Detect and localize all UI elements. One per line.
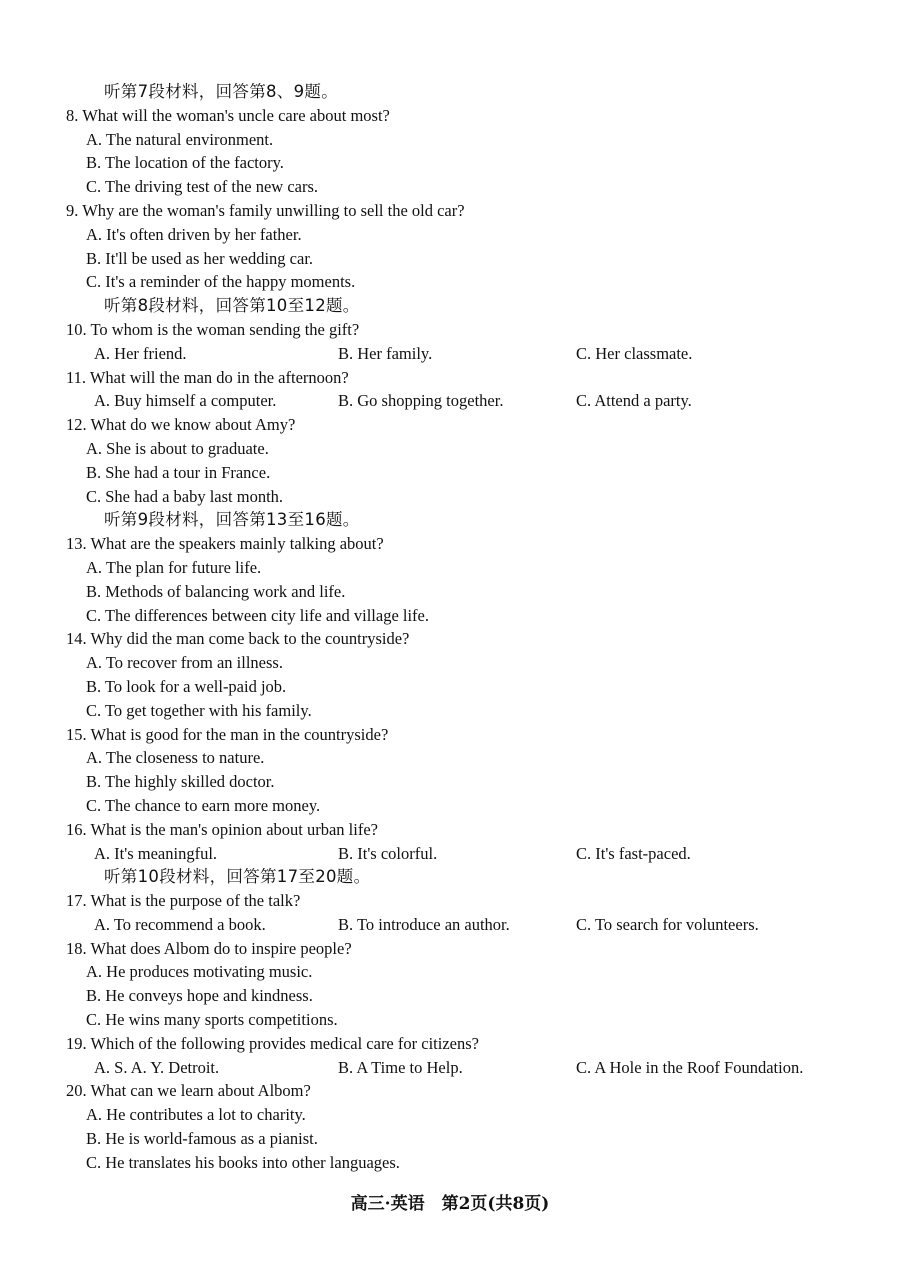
answer-option: C. To get together with his family. <box>86 700 312 720</box>
answer-option: B. It'll be used as her wedding car. <box>86 248 314 268</box>
answer-option: B. He conveys hope and kindness. <box>86 986 313 1006</box>
option-row <box>66 389 856 413</box>
answer-option: A. To recover from an illness. <box>86 653 283 673</box>
answer-option: A. He produces motivating music. <box>86 962 313 982</box>
answer-option: B. A Time to Help. <box>338 1057 463 1077</box>
answer-option: A. Her friend. <box>94 343 187 363</box>
answer-option: A. The plan for future life. <box>86 557 262 577</box>
answer-option: C. Her classmate. <box>576 343 693 363</box>
question-text: 11. What will the man do in the afternoon? <box>66 367 349 387</box>
question-text: 12. What do we know about Amy? <box>66 415 296 435</box>
answer-option: C. He wins many sports competitions. <box>86 1010 338 1030</box>
answer-option: C. The differences between city life and village life. <box>86 605 430 625</box>
question-text: 8. What will the woman's uncle care about most? <box>66 105 390 125</box>
question-text: 17. What is the purpose of the talk? <box>66 891 301 911</box>
page-footer: 高三·英语 第2页(共8页) <box>350 1194 550 1214</box>
question-text: 15. What is good for the man in the countryside? <box>66 724 389 744</box>
section-instruction: 听第8段材料，回答第10至12题。 <box>104 296 360 316</box>
option-row <box>66 342 856 366</box>
answer-option: B. To look for a well-paid job. <box>86 676 287 696</box>
answer-option: A. S. A. Y. Detroit. <box>94 1057 220 1077</box>
option-row <box>66 1056 856 1080</box>
answer-option: B. He is world-famous as a pianist. <box>86 1129 318 1149</box>
answer-option: A. It's often driven by her father. <box>86 224 302 244</box>
option-row <box>66 842 856 866</box>
answer-option: C. To search for volunteers. <box>576 914 759 934</box>
answer-option: C. It's fast-paced. <box>576 843 691 863</box>
question-text: 9. Why are the woman's family unwilling to sell the old car? <box>66 200 465 220</box>
answer-option: C. The chance to earn more money. <box>86 795 321 815</box>
answer-option: A. The natural environment. <box>86 129 274 149</box>
answer-option: C. She had a baby last month. <box>86 486 284 506</box>
answer-option: C. He translates his books into other languages. <box>86 1152 400 1172</box>
answer-option: A. He contributes a lot to charity. <box>86 1105 306 1125</box>
answer-option: A. Buy himself a computer. <box>94 391 277 411</box>
section-instruction: 听第9段材料，回答第13至16题。 <box>104 510 360 530</box>
question-text: 18. What does Albom do to inspire people? <box>66 938 352 958</box>
answer-option: B. Methods of balancing work and life. <box>86 581 346 601</box>
question-text: 16. What is the man's opinion about urban life? <box>66 819 378 839</box>
question-text: 20. What can we learn about Albom? <box>66 1081 311 1101</box>
section-instruction: 听第7段材料，回答第8、9题。 <box>104 82 338 101</box>
question-list <box>66 80 856 1175</box>
answer-option: C. A Hole in the Roof Foundation. <box>576 1057 804 1077</box>
answer-option: B. Her family. <box>338 343 433 363</box>
answer-option: C. Attend a party. <box>576 391 692 411</box>
answer-option: C. The driving test of the new cars. <box>86 177 319 197</box>
option-row <box>66 913 856 937</box>
answer-option: C. It's a reminder of the happy moments. <box>86 272 356 292</box>
answer-option: B. It's colorful. <box>338 843 438 863</box>
question-text: 13. What are the speakers mainly talking about? <box>66 534 384 554</box>
answer-option: A. It's meaningful. <box>94 843 218 863</box>
question-text: 10. To whom is the woman sending the gift? <box>66 319 360 339</box>
answer-option: B. The location of the factory. <box>86 153 284 173</box>
answer-option: B. To introduce an author. <box>338 914 510 934</box>
answer-option: B. The highly skilled doctor. <box>86 772 275 792</box>
question-text: 19. Which of the following provides medical care for citizens? <box>66 1033 479 1053</box>
answer-option: A. To recommend a book. <box>94 914 266 934</box>
answer-option: B. She had a tour in France. <box>86 462 271 482</box>
question-text: 14. Why did the man come back to the countryside? <box>66 629 410 649</box>
answer-option: B. Go shopping together. <box>338 391 504 411</box>
answer-option: A. She is about to graduate. <box>86 438 269 458</box>
section-instruction: 听第10段材料，回答第17至20题。 <box>104 867 371 887</box>
answer-option: A. The closeness to nature. <box>86 748 265 768</box>
